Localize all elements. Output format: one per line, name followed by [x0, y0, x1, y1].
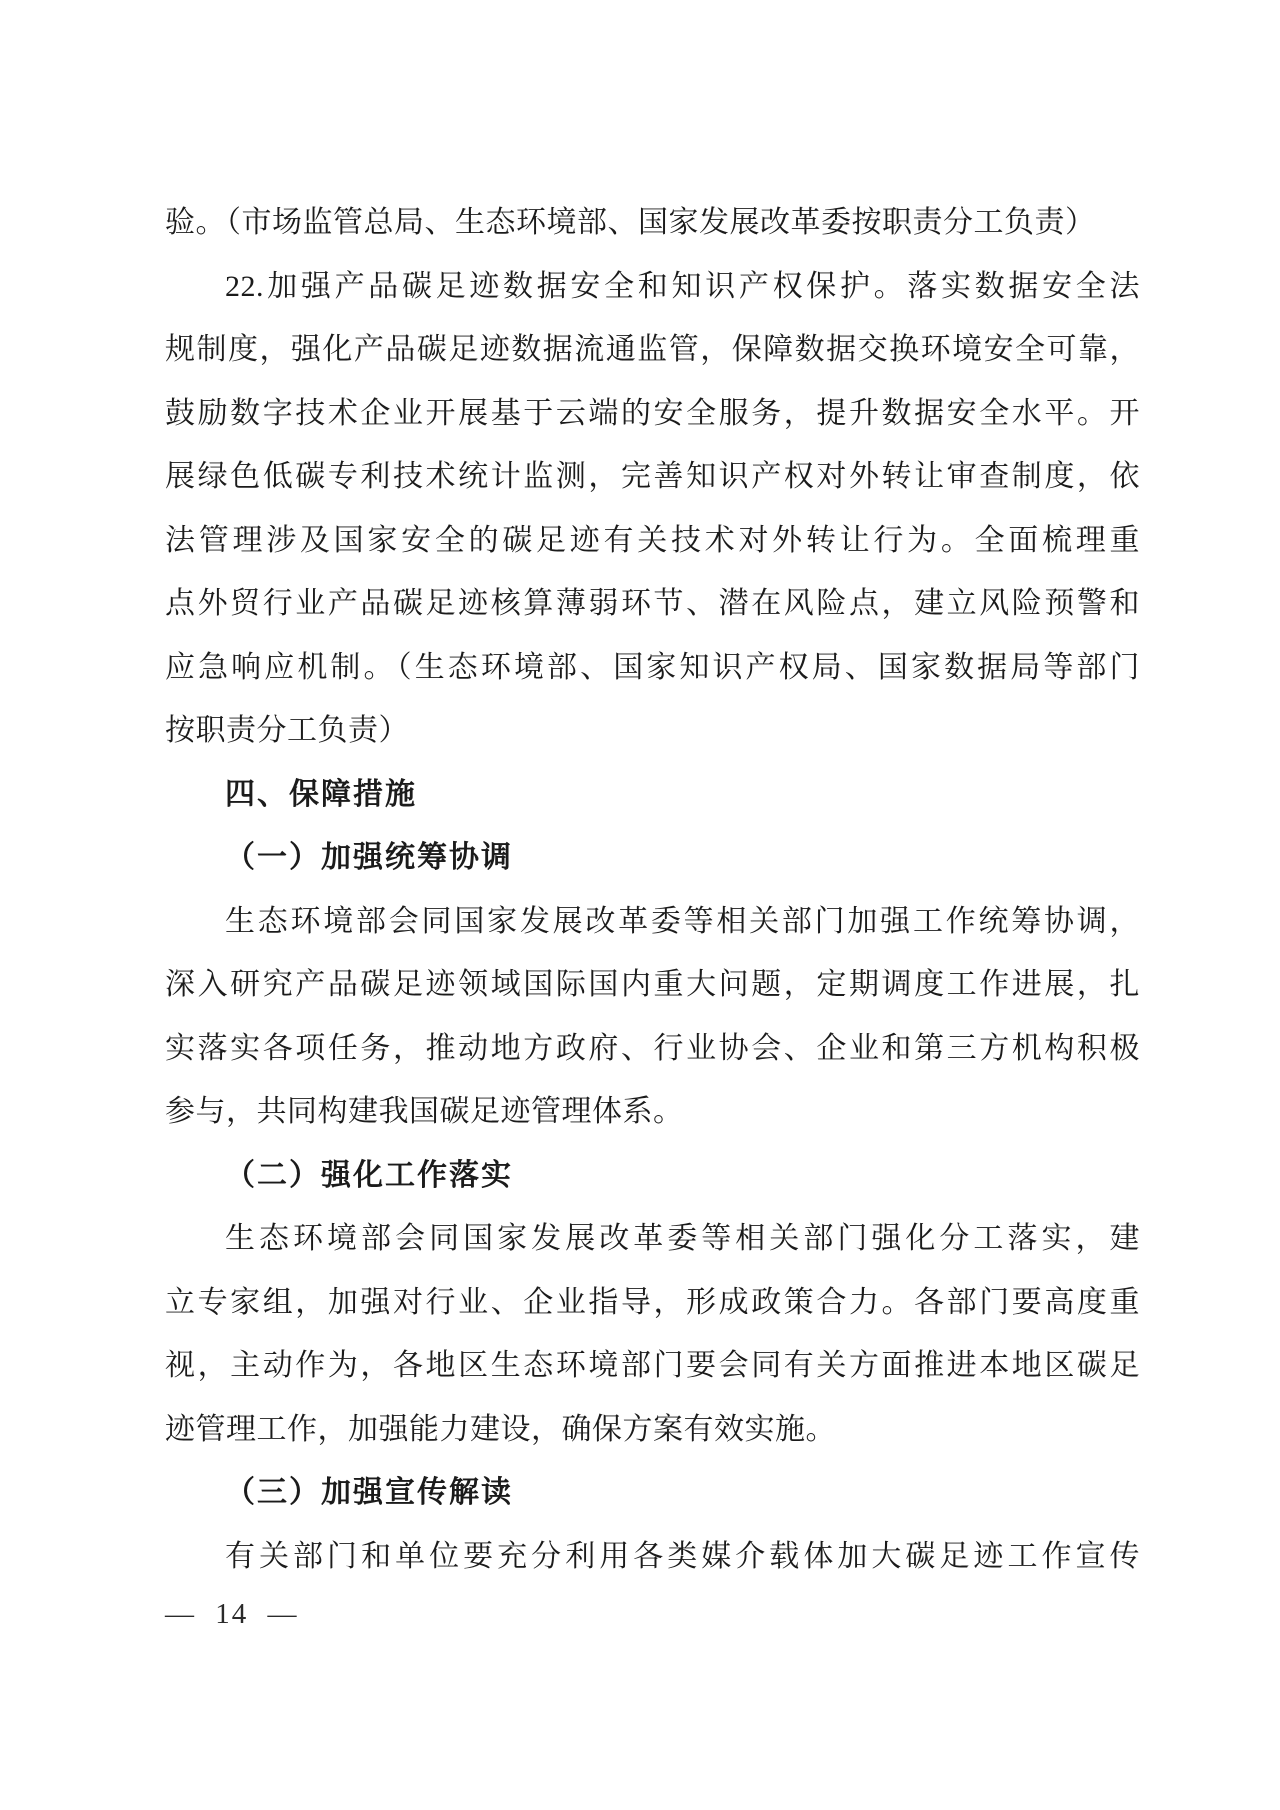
- text-line: 点外贸行业产品碳足迹核算薄弱环节、潜在风险点，建立风险预警和: [165, 587, 1140, 620]
- text-line: 展绿色低碳专利技术统计监测，完善知识产权对外转让审查制度，依: [165, 460, 1140, 493]
- text-line: 生态环境部会同国家发展改革委等相关部门强化分工落实，建: [225, 1222, 1140, 1255]
- text-line: 按职责分工负责）: [165, 714, 409, 747]
- text-line: 视，主动作为，各地区生态环境部门要会同有关方面推进本地区碳足: [165, 1349, 1140, 1382]
- text-line: 验。（市场监管总局、生态环境部、国家发展改革委按职责分工负责）: [165, 206, 1096, 239]
- subsection-heading: （一）加强统筹协调: [225, 841, 513, 874]
- text-line: 鼓励数字技术企业开展基于云端的安全服务，提升数据安全水平。开: [165, 396, 1140, 430]
- text-line: 法管理涉及国家安全的碳足迹有关技术对外转让行为。全面梳理重: [165, 523, 1140, 557]
- text-line: 应急响应机制。（生态环境部、国家知识产权局、国家数据局等部门: [165, 650, 1140, 684]
- text-line: 参与，共同构建我国碳足迹管理体系。: [165, 1095, 684, 1128]
- text-line: 深入研究产品碳足迹领域国际国内重大问题，定期调度工作进展，扎: [165, 968, 1140, 1001]
- text-line: 立专家组，加强对行业、企业指导，形成政策合力。各部门要高度重: [165, 1285, 1140, 1319]
- text-line: 有关部门和单位要充分利用各类媒介载体加大碳足迹工作宣传: [225, 1539, 1140, 1573]
- subsection-heading: （三）加强宣传解读: [225, 1476, 513, 1509]
- page-number: — 14 —: [165, 1598, 299, 1630]
- text-line: 迹管理工作，加强能力建设，确保方案有效实施。: [165, 1412, 836, 1446]
- text-line: 生态环境部会同国家发展改革委等相关部门加强工作统筹协调，: [225, 904, 1140, 938]
- text-line: 22.加强产品碳足迹数据安全和知识产权保护。落实数据安全法: [225, 269, 1140, 303]
- document-body: [165, 191, 1140, 1588]
- text-line: 规制度，强化产品碳足迹数据流通监管，保障数据交换环境安全可靠，: [165, 333, 1140, 366]
- subsection-heading: （二）强化工作落实: [225, 1158, 513, 1192]
- section-heading: 四、保障措施: [225, 777, 417, 811]
- text-line: 实落实各项任务，推动地方政府、行业协会、企业和第三方机构积极: [165, 1031, 1140, 1065]
